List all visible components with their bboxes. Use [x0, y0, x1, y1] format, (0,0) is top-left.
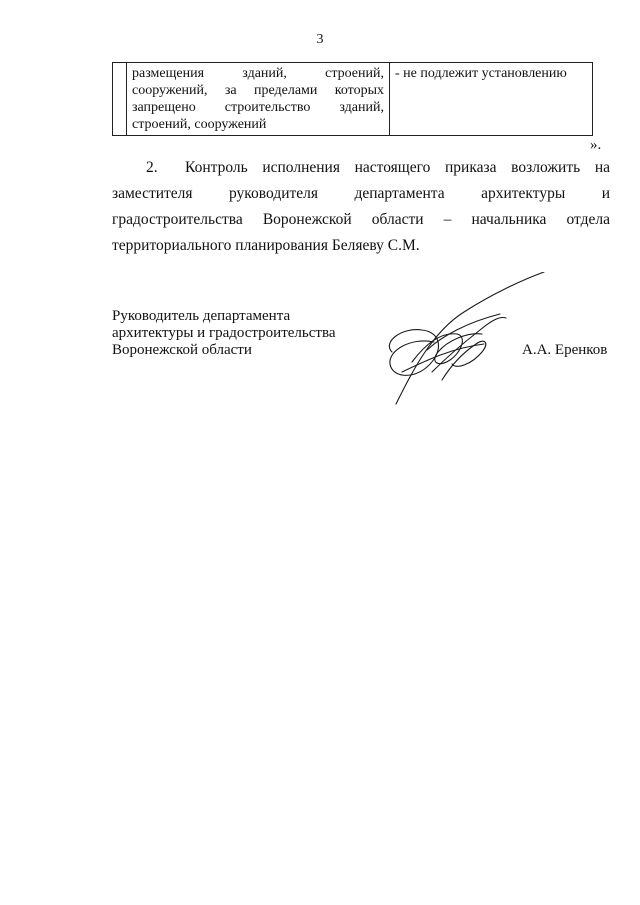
description-line: размещения зданий, строений, — [132, 66, 384, 81]
regulations-table — [112, 62, 593, 136]
paragraph-2 — [112, 155, 610, 259]
table-cell-value: - не подлежит установлению — [390, 63, 593, 136]
paragraph-number: 2. — [146, 159, 158, 176]
page-number: 3 — [316, 32, 324, 47]
description-line: запрещено строительство зданий, — [132, 100, 384, 115]
paragraph-text: Контроль исполнения настоящего приказа возложить на заместителя руководителя департамента архитектуры и градостроительства Воронежской области – начальника отдела территориального планирования Беляеву С.М. — [112, 159, 610, 254]
table-cell-description — [127, 63, 390, 136]
signatory-title-line: Руководитель департамента — [112, 308, 291, 324]
description-line: строений, сооружений — [132, 117, 267, 132]
description-line: сооружений, за пределами которых — [132, 83, 384, 98]
table-cell-empty — [113, 63, 127, 136]
table-row — [113, 63, 593, 136]
signatory-title-line: Воронежской области — [112, 342, 252, 358]
closing-quote: ». — [590, 137, 602, 153]
signatory-name: А.А. Еренков — [522, 342, 608, 358]
signatory-title-line: архитектуры и градостроительства — [112, 325, 336, 341]
signatory-title — [112, 308, 335, 359]
